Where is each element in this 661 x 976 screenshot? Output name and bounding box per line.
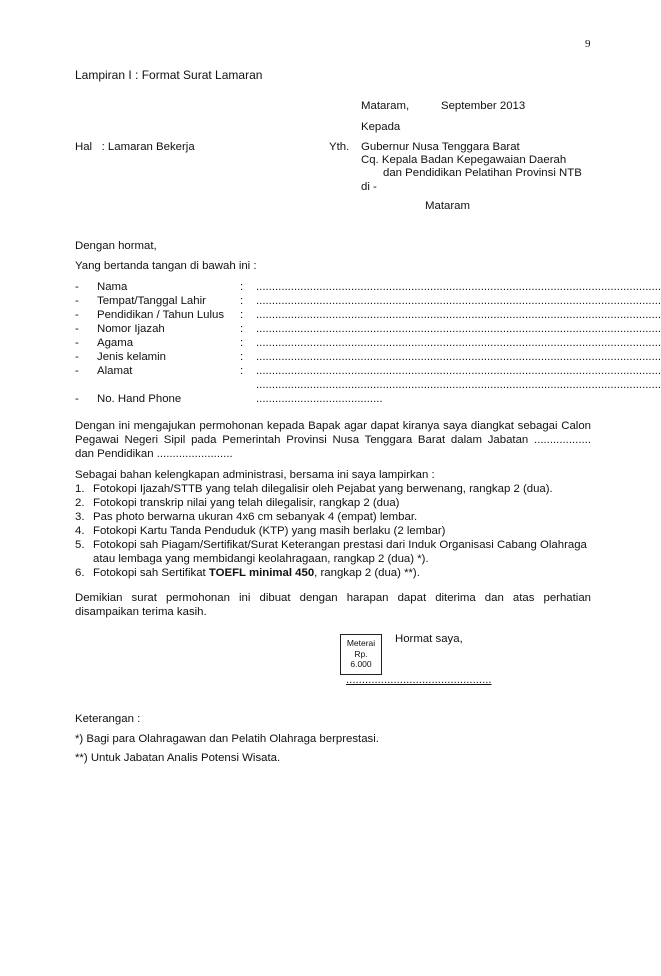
attachment-text: Fotokopi sah Piagam/Sertifikat/Surat Keterangan prestasi dari Induk Organisasi Cabang Olahraga xyxy=(93,539,587,551)
field-colon: : xyxy=(240,309,244,321)
attachment-text xyxy=(93,567,420,581)
request-paragraph-line-2: Pegawai Negeri Sipil pada Pemerintah Provinsi Nusa Tenggara Barat dalam Jabatan .................. xyxy=(75,434,591,446)
meterai-currency: Rp. xyxy=(354,648,368,659)
note-item: *) Bagi para Olahragawan dan Pelatih Olahraga berprestasi. xyxy=(75,733,379,745)
field-value-blank[interactable]: ................................................................................................................................ xyxy=(256,365,661,377)
recipient-line-3: dan Pendidikan Pelatihan Provinsi NTB xyxy=(383,167,582,179)
field-dash: - xyxy=(75,295,79,307)
field-dash: - xyxy=(75,365,79,377)
field-colon: : xyxy=(240,337,244,349)
field-row-nomor-ijazah xyxy=(75,323,661,337)
request-paragraph-line-1: Dengan ini mengajukan permohonan kepada Bapak agar dapat kiranya saya diangkat sebagai Calon xyxy=(75,420,591,432)
meterai-value: 6.000 xyxy=(350,659,372,670)
attachment-number: 5. xyxy=(75,539,85,551)
request-paragraph-line-3: dan Pendidikan ........................ xyxy=(75,448,233,460)
attachment-text-pre: Fotokopi sah Sertifikat xyxy=(93,567,209,579)
field-value-blank[interactable]: ................................................................................................................................ xyxy=(256,295,661,307)
page-number: 9 xyxy=(585,38,591,50)
field-label: Alamat xyxy=(97,365,133,377)
field-dash: - xyxy=(75,323,79,335)
attachment-number: 2. xyxy=(75,497,85,509)
attachment-number: 3. xyxy=(75,511,85,523)
field-colon: : xyxy=(240,365,244,377)
field-row-alamat xyxy=(75,365,661,379)
meterai-stamp-box xyxy=(340,634,382,675)
letter-subject: Hal : Lamaran Bekerja xyxy=(75,141,195,153)
field-colon: : xyxy=(240,351,244,363)
meterai-label: Meterai xyxy=(346,638,376,648)
letter-place: Mataram, xyxy=(361,100,410,112)
field-row-alamat-continued xyxy=(75,379,661,393)
letter-date: September 2013 xyxy=(441,100,526,112)
recipient-line-4: di - xyxy=(361,181,377,193)
attachment-heading: Lampiran I : Format Surat Lamaran xyxy=(75,68,263,82)
field-value-blank[interactable]: ................................................................................................................................ xyxy=(256,351,661,363)
attachment-text: Fotokopi Kartu Tanda Penduduk (KTP) yang masih berlaku (2 lembar) xyxy=(93,525,446,537)
yth-label: Yth. xyxy=(329,141,350,153)
field-label: Pendidikan / Tahun Lulus xyxy=(97,309,225,321)
field-value-blank[interactable]: ................................................................................................................................ xyxy=(256,309,661,321)
field-row-jenis-kelamin xyxy=(75,351,661,365)
field-colon: : xyxy=(240,323,244,335)
field-dash: - xyxy=(75,337,79,349)
field-label: Nama xyxy=(97,281,128,293)
field-colon: : xyxy=(240,281,244,293)
field-dash: - xyxy=(75,393,79,405)
attachment-number: 4. xyxy=(75,525,85,537)
field-value-blank[interactable]: ................................................................................................................................ xyxy=(256,337,661,349)
recipient-city: Mataram xyxy=(425,200,470,212)
greeting: Dengan hormat, xyxy=(75,240,157,252)
attachment-text: Pas photo berwarna ukuran 4x6 cm sebanyak 4 (empat) lembar. xyxy=(93,511,418,523)
toefl-requirement: TOEFL minimal 450 xyxy=(208,567,315,579)
signature-line[interactable]: .............................................. xyxy=(346,674,492,686)
attachment-text: Fotokopi transkrip nilai yang telah dilegalisir, rangkap 2 (dua) xyxy=(93,497,400,509)
field-label: Agama xyxy=(97,337,134,349)
field-value-blank[interactable]: ................................................................................................................................ xyxy=(256,379,661,391)
attachment-text: atau lembaga yang membidangi keolahragaan, rangkap 2 (dua) *). xyxy=(93,553,429,565)
closing-line-2: disampaikan terima kasih. xyxy=(75,606,207,618)
field-colon: : xyxy=(240,295,244,307)
field-row-hand-phone xyxy=(75,393,595,407)
field-value-blank[interactable]: ................................................................................................................................ xyxy=(256,323,661,335)
recipient-line-2: Cq. Kepala Badan Kepegawaian Daerah xyxy=(361,154,567,166)
field-label: Jenis kelamin xyxy=(97,351,167,363)
field-row-tempat-tanggal-lahir xyxy=(75,295,661,309)
field-dash: - xyxy=(75,351,79,363)
attachment-number: 6. xyxy=(75,567,85,579)
attachment-text: Fotokopi Ijazah/STTB yang telah dilegalisir oleh Pejabat yang berwenang, rangkap 2 (dua). xyxy=(93,483,553,495)
field-row-agama xyxy=(75,337,661,351)
closing-line-1: Demikian surat permohonan ini dibuat dengan harapan dapat diterima dan atas perhatian xyxy=(75,592,591,604)
signoff: Hormat saya, xyxy=(395,633,463,645)
attachment-text-post: , rangkap 2 (dua) **). xyxy=(314,567,420,579)
attachment-number: 1. xyxy=(75,483,85,495)
field-row-nama xyxy=(75,281,661,295)
field-row-pendidikan xyxy=(75,309,661,323)
notes-title: Keterangan : xyxy=(75,713,141,725)
intro-line: Yang bertanda tangan di bawah ini : xyxy=(75,260,257,272)
kepada-label: Kepada xyxy=(361,121,401,133)
field-label: Tempat/Tanggal Lahir xyxy=(97,295,206,307)
attachments-intro: Sebagai bahan kelengkapan administrasi, bersama ini saya lampirkan : xyxy=(75,469,435,481)
field-label: Nomor Ijazah xyxy=(97,323,165,335)
field-dash: - xyxy=(75,309,79,321)
field-value-blank[interactable]: ................................................................................................................................ xyxy=(256,281,661,293)
field-value-blank[interactable]: ........................................ xyxy=(256,393,383,405)
recipient-line-1: Gubernur Nusa Tenggara Barat xyxy=(361,141,520,153)
note-item: **) Untuk Jabatan Analis Potensi Wisata. xyxy=(75,752,281,764)
field-dash: - xyxy=(75,281,79,293)
field-label: No. Hand Phone xyxy=(97,393,182,405)
